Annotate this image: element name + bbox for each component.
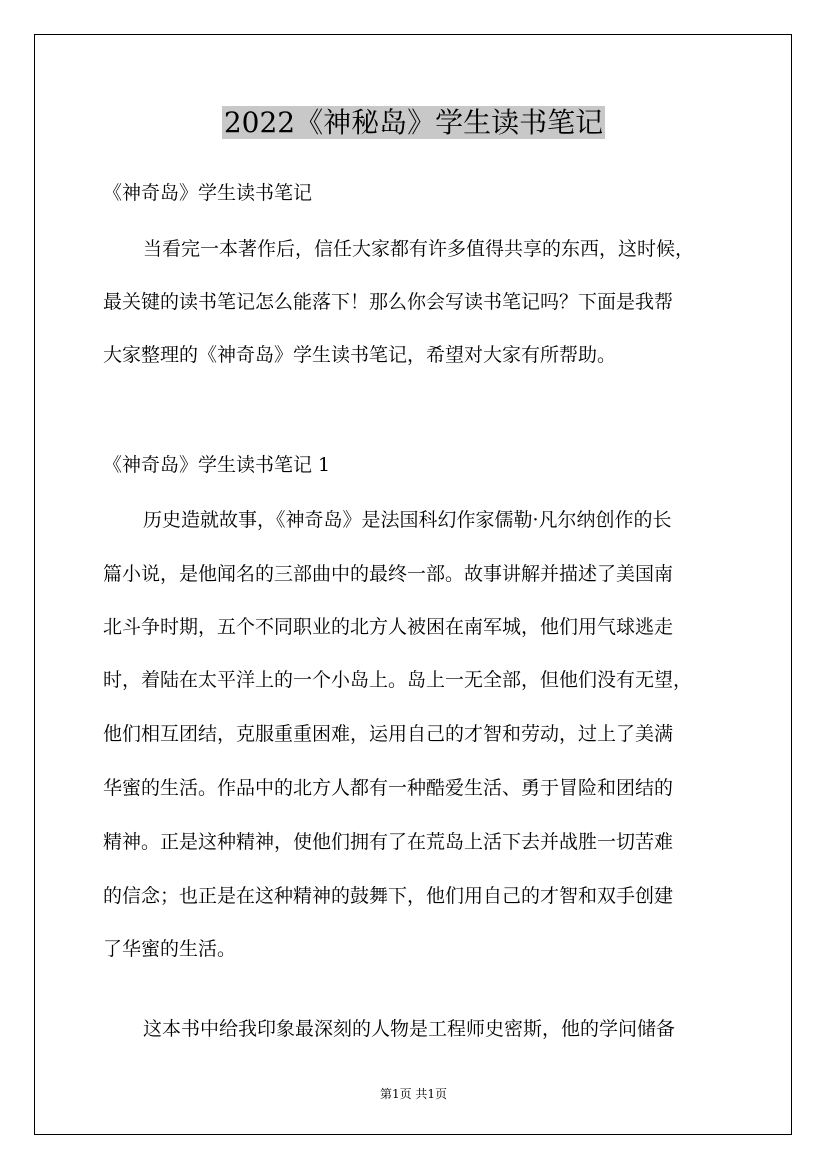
paragraph-line: 的信念；也正是在这种精神的鼓舞下，他们用自己的才智和双手创建 [103,885,674,907]
document-title [0,104,827,142]
paragraph-line: 历史造就故事，《神奇岛》是法国科幻作家儒勒·凡尔纳创作的长 [143,509,672,531]
paragraph-line: 北斗争时期，五个不同职业的北方人被困在南军城，他们用气球逃走 [103,616,674,638]
intro-line: 大家整理的《神奇岛》学生读书笔记，希望对大家有所帮助。 [103,344,617,366]
paragraph-line: 篇小说，是他闻名的三部曲中的最终一部。故事讲解并描述了美国南 [103,563,674,585]
paragraph-line: 了华蜜的生活。 [103,938,237,960]
subtitle: 《神奇岛》学生读书笔记 [103,182,313,204]
paragraph-line: 他们相互团结，克服重重困难，运用自己的才智和劳动，过上了美满 [103,723,674,745]
intro-line: 最关键的读书笔记怎么能落下！那么你会写读书笔记吗？下面是我帮 [103,291,674,313]
document-title-text: 2022《神秘岛》学生读书笔记 [223,106,604,139]
paragraph-line: 这本书中给我印象最深刻的人物是工程师史密斯，他的学问储备 [143,1018,676,1040]
paragraph-line: 精神。正是这种精神，使他们拥有了在荒岛上活下去并战胜一切苦难 [103,831,674,853]
intro-line: 当看完一本著作后，信任大家都有许多值得共享的东西，这时候， [143,238,695,260]
paragraph-line: 华蜜的生活。作品中的北方人都有一种酷爱生活、勇于冒险和团结的 [103,777,674,799]
paragraph-line: 时，着陆在太平洋上的一个小岛上。岛上一无全部，但他们没有无望， [103,669,693,691]
page-footer: 第1页 共1页 [379,1087,448,1101]
section-heading: 《神奇岛》学生读书笔记 1 [103,454,331,476]
